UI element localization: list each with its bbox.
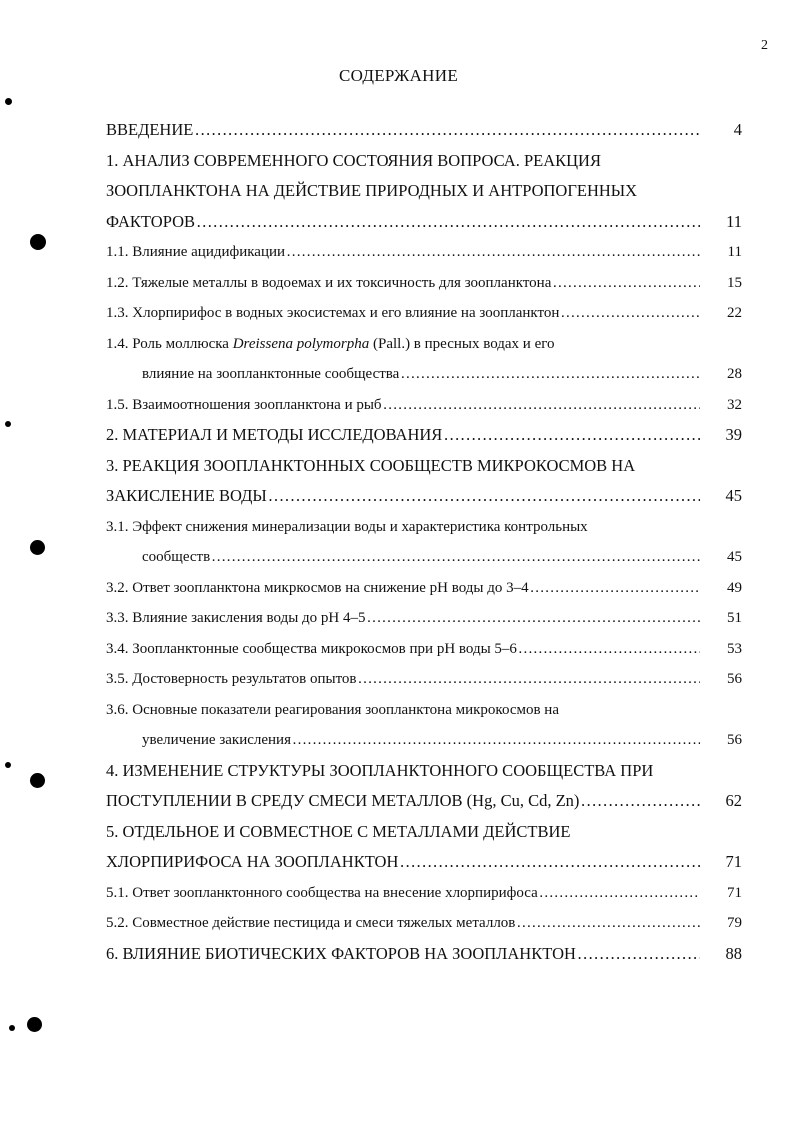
toc-page-number: 22	[727, 305, 742, 321]
toc-entry-text: 3.1. Эффект снижения минерализации воды и характеристика контрольных	[106, 518, 588, 535]
toc-page-number: 11	[727, 244, 742, 260]
toc-entry-text: 4. ИЗМЕНЕНИЕ СТРУКТУРЫ ЗООПЛАНКТОННОГО СООБЩЕСТВА ПРИ	[106, 760, 654, 780]
toc-entry[interactable]	[106, 359, 742, 390]
toc-entry[interactable]	[106, 390, 742, 421]
punch-hole-dot	[30, 773, 45, 788]
table-of-contents	[106, 115, 742, 969]
dot-leader	[400, 359, 700, 390]
toc-entry-text: ПОСТУПЛЕНИИ В СРЕДУ СМЕСИ МЕТАЛЛОВ (Hg, Cu, Cd, Zn)	[106, 791, 580, 810]
toc-entry-text: сообществ	[142, 549, 211, 565]
toc-page-number: 79	[727, 915, 742, 931]
dot-leader	[518, 634, 700, 665]
toc-page-number: 56	[727, 671, 742, 687]
toc-entry[interactable]	[106, 237, 742, 268]
page-number: 2	[761, 38, 768, 53]
toc-page-number: 15	[727, 274, 742, 291]
toc-entry[interactable]	[106, 878, 742, 909]
dot-leader	[552, 268, 700, 299]
toc-entry-text-part: 1.4. Роль моллюска	[106, 335, 233, 352]
toc-page-number: 71	[725, 852, 742, 871]
toc-entry[interactable]	[106, 817, 742, 848]
toc-entry[interactable]	[106, 695, 742, 726]
toc-entry[interactable]	[106, 634, 742, 665]
toc-entry[interactable]	[106, 176, 742, 207]
toc-page-number: 88	[725, 943, 742, 963]
toc-entry[interactable]	[106, 268, 742, 299]
toc-entry[interactable]	[106, 207, 742, 238]
dot-leader	[196, 207, 700, 238]
toc-entry-text: 5.1. Ответ зоопланктонного сообщества на внесение хлорпирифоса	[106, 884, 538, 901]
dot-leader	[194, 115, 700, 146]
toc-entry-text: ЗООПЛАНКТОНА НА ДЕЙСТВИЕ ПРИРОДНЫХ И АНТРОПОГЕННЫХ	[106, 181, 638, 200]
toc-page-number: 11	[726, 211, 742, 231]
toc-entry-text: ВВЕДЕНИЕ	[106, 120, 194, 139]
punch-hole-dot	[27, 1017, 42, 1032]
dot-leader	[530, 573, 700, 604]
toc-entry-text: 1.5. Взаимоотношения зоопланктона и рыб	[106, 396, 382, 413]
toc-page-number: 53	[727, 640, 742, 657]
toc-page-number: 51	[727, 610, 742, 626]
toc-entry[interactable]	[106, 420, 742, 451]
toc-entry-text: 1.1. Влияние ацидификации	[106, 244, 286, 260]
toc-page-number: 28	[727, 366, 742, 382]
dot-leader	[358, 664, 700, 695]
dot-leader	[383, 390, 700, 421]
toc-entry-text: влияние на зоопланктонные сообщества	[142, 366, 400, 382]
toc-entry-text	[106, 329, 555, 360]
toc-page-number: 45	[725, 486, 742, 505]
toc-entry-text: 5. ОТДЕЛЬНОЕ И СОВМЕСТНОЕ С МЕТАЛЛАМИ ДЕЙСТВИЕ	[106, 821, 571, 841]
toc-entry[interactable]	[106, 664, 742, 695]
toc-entry-text: 3.5. Достоверность результатов опытов	[106, 671, 357, 687]
toc-page-number: 71	[727, 884, 742, 901]
toc-entry[interactable]	[106, 908, 742, 939]
toc-entry[interactable]	[106, 573, 742, 604]
toc-entry-text: 2. МАТЕРИАЛ И МЕТОДЫ ИССЛЕДОВАНИЯ	[106, 425, 443, 444]
toc-page-number: 45	[727, 549, 742, 565]
dot-leader	[292, 725, 700, 756]
toc-page-number: 39	[725, 425, 742, 444]
toc-page-number: 32	[727, 396, 742, 413]
toc-entry-text: 3.6. Основные показатели реагирования зоопланктона микрокосмов на	[106, 701, 559, 718]
toc-page-number: 62	[725, 791, 742, 810]
toc-entry-text: ЗАКИСЛЕНИЕ ВОДЫ	[106, 486, 267, 505]
dot-leader	[268, 481, 700, 512]
toc-entry-text-part: (Pall.) в пресных водах и его	[369, 335, 555, 352]
toc-entry-text: 6. ВЛИЯНИЕ БИОТИЧЕСКИХ ФАКТОРОВ НА ЗООПЛАНКТОН	[106, 943, 576, 963]
page-title: СОДЕРЖАНИЕ	[338, 66, 459, 85]
punch-hole-dot	[5, 98, 12, 105]
toc-page-number: 49	[727, 579, 742, 596]
toc-entry[interactable]	[106, 451, 742, 482]
toc-entry[interactable]	[106, 603, 742, 634]
toc-entry[interactable]	[106, 542, 742, 573]
dot-leader	[577, 939, 700, 970]
punch-hole-dot	[5, 762, 11, 768]
toc-entry[interactable]	[106, 939, 742, 970]
toc-entry[interactable]	[106, 329, 742, 360]
dot-leader	[399, 847, 700, 878]
dot-leader	[580, 786, 700, 817]
toc-entry-text: 5.2. Совместное действие пестицида и смеси тяжелых металлов	[106, 915, 516, 931]
punch-hole-dot	[9, 1025, 15, 1031]
dot-leader	[443, 420, 700, 451]
toc-entry-text: 3.4. Зоопланктонные сообщества микрокосмов при pH воды 5–6	[106, 640, 517, 657]
toc-entry[interactable]	[106, 115, 742, 146]
toc-entry-text: 3.2. Ответ зоопланктона микркосмов на снижение pH воды до 3–4	[106, 579, 529, 596]
toc-entry[interactable]	[106, 756, 742, 787]
toc-entry-text: 3. РЕАКЦИЯ ЗООПЛАНКТОННЫХ СООБЩЕСТВ МИКРОКОСМОВ НА	[106, 455, 636, 475]
dot-leader	[539, 878, 700, 909]
dot-leader	[560, 298, 700, 329]
toc-entry-text: 3.3. Влияние закисления воды до pH 4–5	[106, 610, 366, 626]
dot-leader	[367, 603, 700, 634]
punch-hole-dot	[5, 421, 11, 427]
toc-entry[interactable]	[106, 786, 742, 817]
punch-hole-dot	[30, 234, 46, 250]
toc-entry[interactable]	[106, 298, 742, 329]
toc-entry[interactable]	[106, 146, 742, 177]
toc-entry-text: 1.3. Хлорпирифос в водных экосистемах и его влияние на зоопланктон	[106, 305, 560, 321]
toc-entry[interactable]	[106, 512, 742, 543]
species-name: Dreissena polymorpha	[232, 335, 370, 352]
toc-entry[interactable]	[106, 847, 742, 878]
toc-page-number: 56	[727, 732, 742, 748]
toc-entry[interactable]	[106, 725, 742, 756]
toc-page-number: 4	[733, 120, 742, 139]
toc-entry[interactable]	[106, 481, 742, 512]
dot-leader	[286, 237, 700, 268]
toc-entry-text: ФАКТОРОВ	[106, 211, 195, 231]
punch-hole-dot	[30, 540, 45, 555]
toc-entry-text: ХЛОРПИРИФОСА НА ЗООПЛАНКТОН	[106, 852, 399, 871]
toc-entry-text: 1.2. Тяжелые металлы в водоемах и их токсичность для зоопланктона	[106, 274, 552, 291]
dot-leader	[516, 908, 700, 939]
toc-entry-text: 1. АНАЛИЗ СОВРЕМЕННОГО СОСТОЯНИЯ ВОПРОСА. РЕАКЦИЯ	[106, 150, 601, 170]
toc-entry-text: увеличение закисления	[142, 732, 291, 748]
dot-leader	[211, 542, 700, 573]
